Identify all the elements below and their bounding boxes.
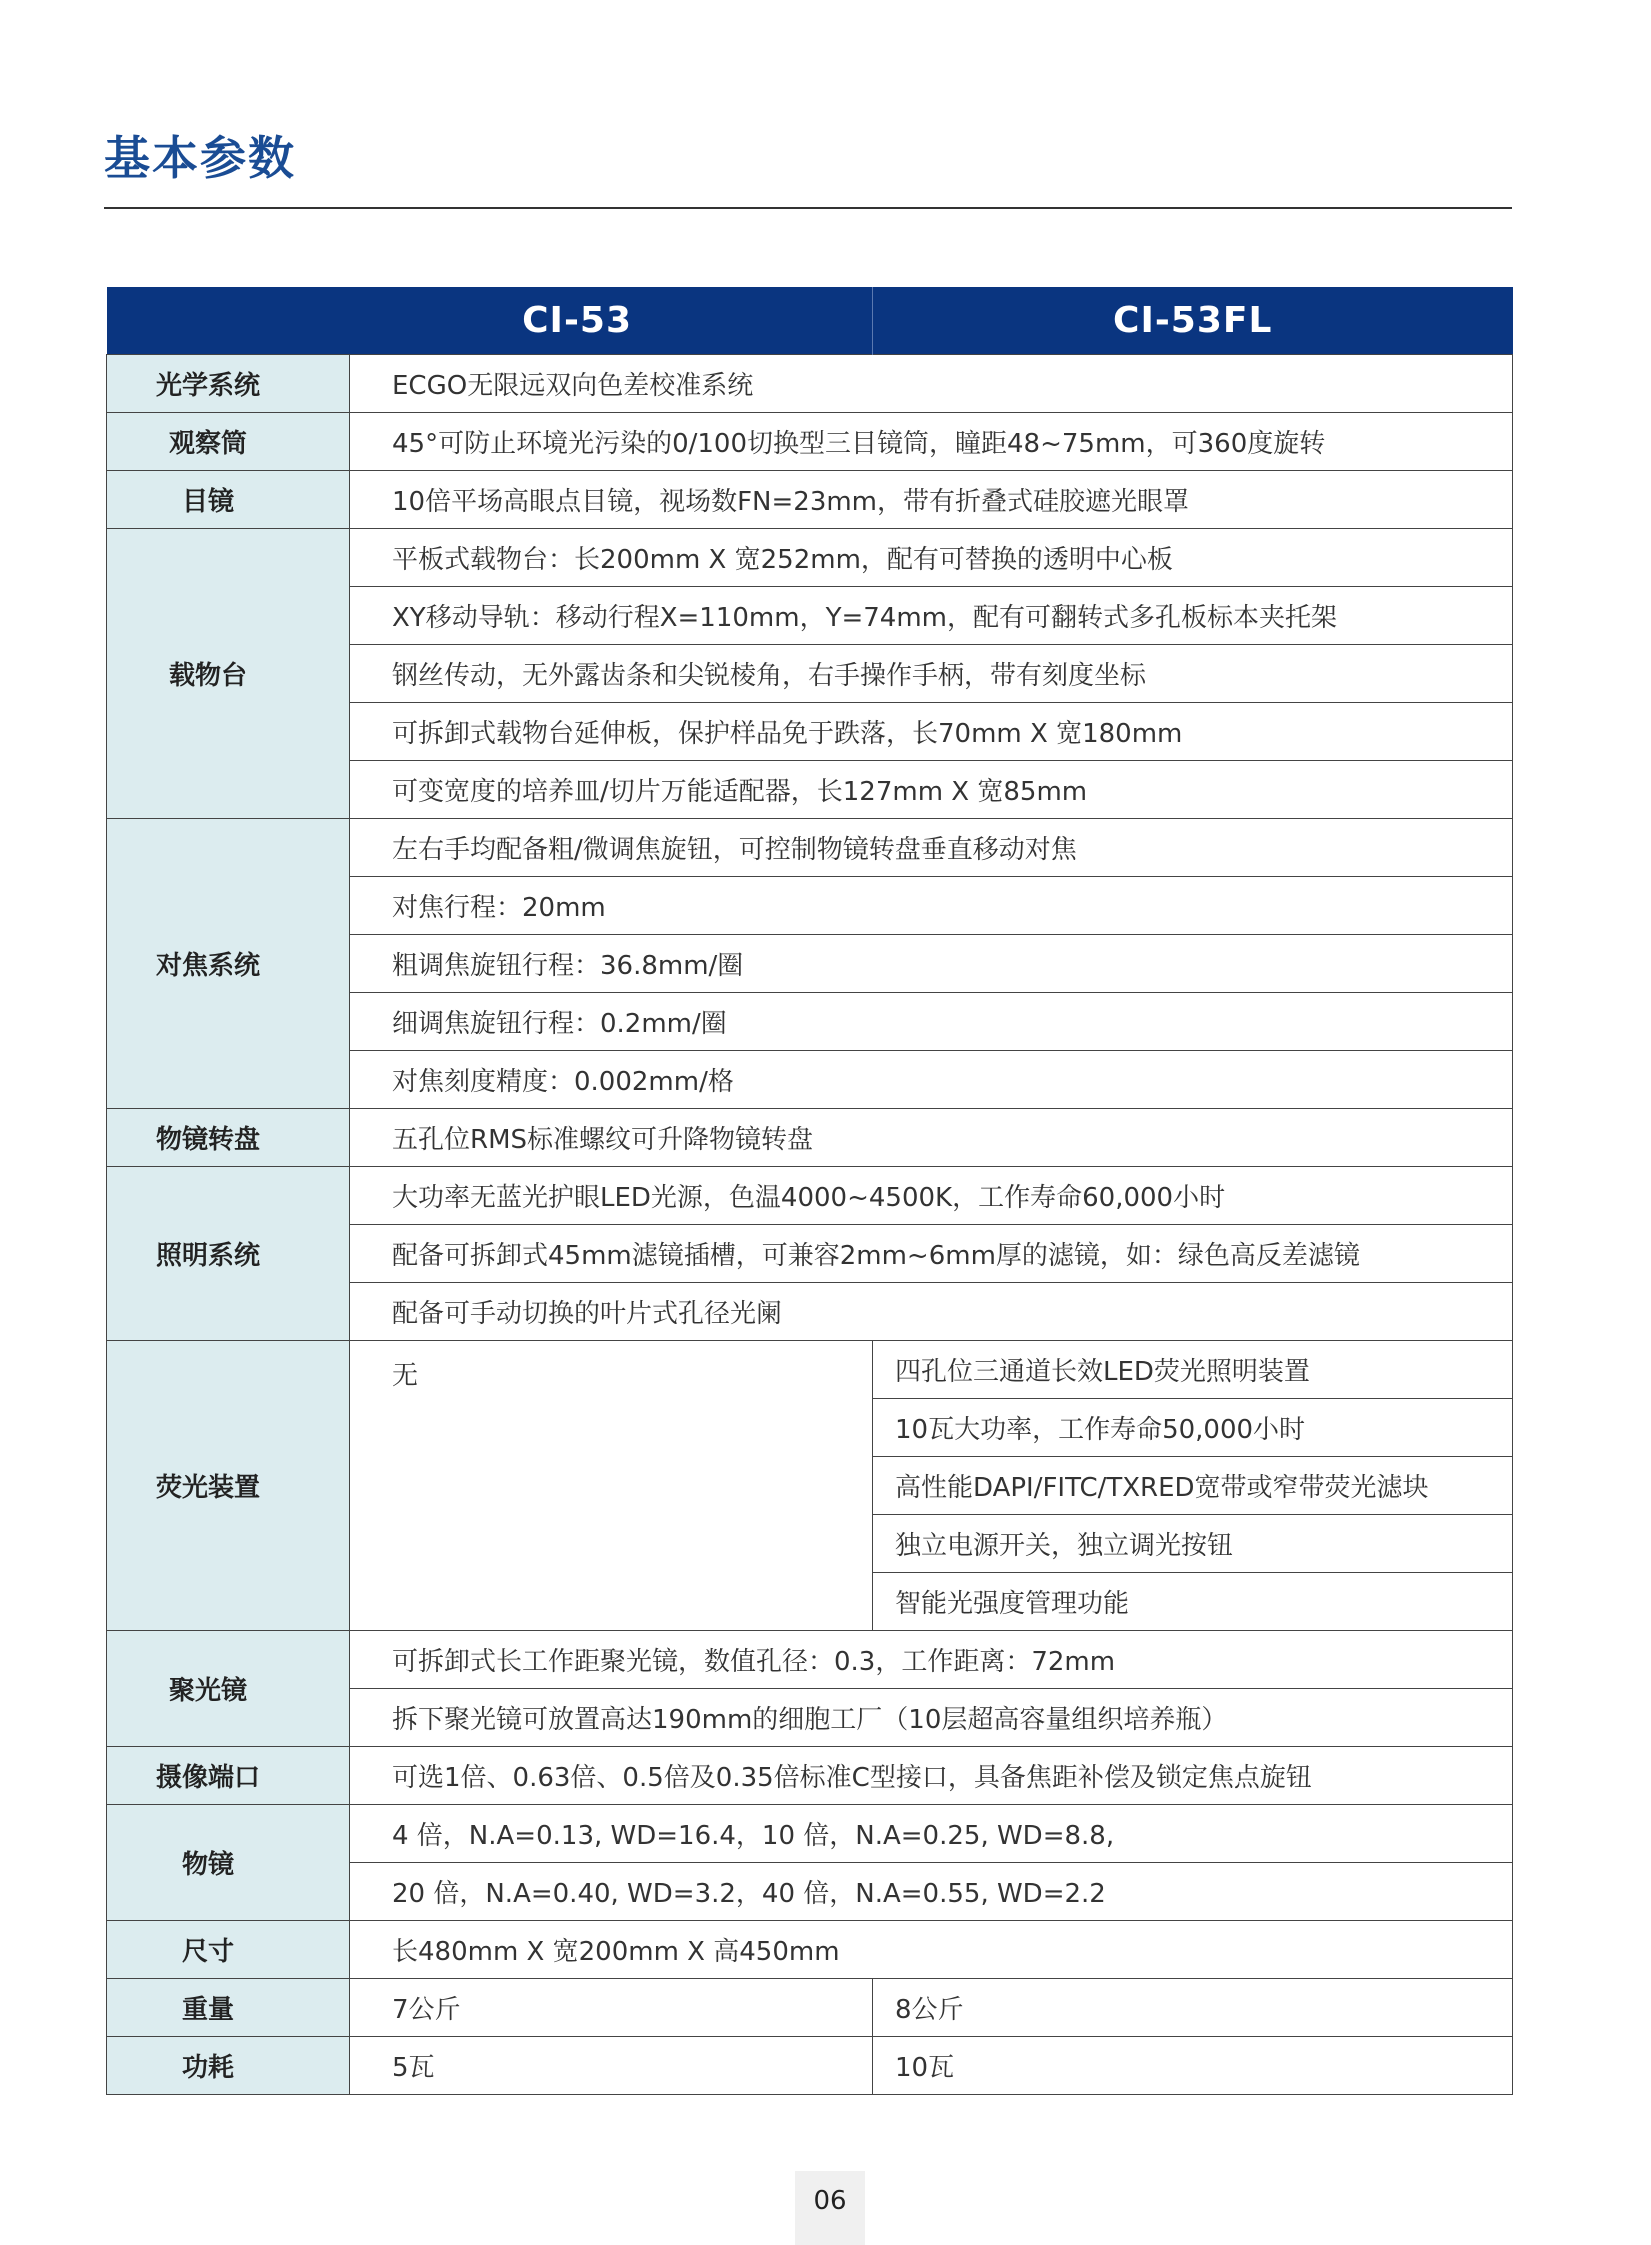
row-value: 左右手均配备粗/微调焦旋钮，可控制物镜转盘垂直移动对焦 (350, 819, 1513, 877)
table-row (107, 1631, 1513, 1689)
row-value: 配备可手动切换的叶片式孔径光阑 (350, 1283, 1513, 1341)
row-label: 物镜转盘 (107, 1109, 350, 1167)
ci53-value: 5瓦 (350, 2037, 873, 2095)
table-header-row (107, 287, 1513, 355)
table-row (107, 1341, 1513, 1399)
header-blank (107, 287, 350, 355)
table-row (107, 355, 1513, 413)
table-row (107, 819, 1513, 877)
row-value: 钢丝传动，无外露齿条和尖锐棱角，右手操作手柄，带有刻度坐标 (350, 645, 1513, 703)
row-label: 对焦系统 (107, 819, 350, 1109)
row-value: 对焦行程：20mm (350, 877, 1513, 935)
ci53fl-value: 高性能DAPI/FITC/TXRED宽带或窄带荧光滤块 (873, 1457, 1513, 1515)
ci53fl-value: 10瓦大功率，工作寿命50,000小时 (873, 1399, 1513, 1457)
row-value: 可选1倍、0.63倍、0.5倍及0.35倍标准C型接口，具备焦距补偿及锁定焦点旋钮 (350, 1747, 1513, 1805)
row-label: 尺寸 (107, 1921, 350, 1979)
table-row (107, 1921, 1513, 1979)
row-value: 对焦刻度精度：0.002mm/格 (350, 1051, 1513, 1109)
table-row (107, 471, 1513, 529)
row-label: 聚光镜 (107, 1631, 350, 1747)
row-value: 长480mm X 宽200mm X 高450mm (350, 1921, 1513, 1979)
row-label: 物镜 (107, 1805, 350, 1921)
table-row (107, 1805, 1513, 1863)
row-value: 拆下聚光镜可放置高达190mm的细胞工厂（10层超高容量组织培养瓶） (350, 1689, 1513, 1747)
table-row (107, 1747, 1513, 1805)
table-row (107, 1109, 1513, 1167)
row-value: 可拆卸式载物台延伸板，保护样品免于跌落，长70mm X 宽180mm (350, 703, 1513, 761)
row-value: XY移动导轨：移动行程X=110mm，Y=74mm，配有可翻转式多孔板标本夹托架 (350, 587, 1513, 645)
ci53-value: 无 (350, 1341, 873, 1631)
row-value: 五孔位RMS标准螺纹可升降物镜转盘 (350, 1109, 1513, 1167)
row-value: 4 倍，N.A=0.13, WD=16.4，10 倍，N.A=0.25, WD=8.8, (350, 1805, 1513, 1863)
header-ci53fl: CI-53FL (873, 287, 1513, 355)
row-value: 10倍平场高眼点目镜，视场数FN=23mm，带有折叠式硅胶遮光眼罩 (350, 471, 1513, 529)
row-value: 可拆卸式长工作距聚光镜，数值孔径：0.3，工作距离：72mm (350, 1631, 1513, 1689)
header-ci53: CI-53 (350, 287, 873, 355)
ci53fl-value: 8公斤 (873, 1979, 1513, 2037)
ci53fl-value: 独立电源开关，独立调光按钮 (873, 1515, 1513, 1573)
row-label: 重量 (107, 1979, 350, 2037)
row-value: ECGO无限远双向色差校准系统 (350, 355, 1513, 413)
table-row (107, 2037, 1513, 2095)
page-number: 06 (795, 2171, 865, 2245)
row-value: 可变宽度的培养皿/切片万能适配器，长127mm X 宽85mm (350, 761, 1513, 819)
row-value: 粗调焦旋钮行程：36.8mm/圈 (350, 935, 1513, 993)
table-row (107, 1979, 1513, 2037)
title-divider (104, 207, 1512, 209)
ci53fl-value: 智能光强度管理功能 (873, 1573, 1513, 1631)
row-label: 照明系统 (107, 1167, 350, 1341)
ci53fl-value: 四孔位三通道长效LED荧光照明装置 (873, 1341, 1513, 1399)
row-value: 大功率无蓝光护眼LED光源，色温4000~4500K，工作寿命60,000小时 (350, 1167, 1513, 1225)
row-label: 摄像端口 (107, 1747, 350, 1805)
page-title: 基本参数 (104, 131, 296, 185)
row-label: 载物台 (107, 529, 350, 819)
table-row (107, 1167, 1513, 1225)
ci53fl-value: 10瓦 (873, 2037, 1513, 2095)
ci53-value: 7公斤 (350, 1979, 873, 2037)
row-label: 荧光装置 (107, 1341, 350, 1631)
row-label: 光学系统 (107, 355, 350, 413)
table-row (107, 529, 1513, 587)
row-value: 45°可防止环境光污染的0/100切换型三目镜筒，瞳距48~75mm，可360度旋转 (350, 413, 1513, 471)
row-label: 功耗 (107, 2037, 350, 2095)
row-value: 配备可拆卸式45mm滤镜插槽，可兼容2mm~6mm厚的滤镜，如：绿色高反差滤镜 (350, 1225, 1513, 1283)
table-row (107, 413, 1513, 471)
row-label: 目镜 (107, 471, 350, 529)
row-value: 20 倍，N.A=0.40, WD=3.2，40 倍，N.A=0.55, WD=2.2 (350, 1863, 1513, 1921)
row-label: 观察筒 (107, 413, 350, 471)
row-value: 细调焦旋钮行程：0.2mm/圈 (350, 993, 1513, 1051)
row-value: 平板式载物台：长200mm X 宽252mm，配有可替换的透明中心板 (350, 529, 1513, 587)
spec-table (106, 287, 1513, 2095)
